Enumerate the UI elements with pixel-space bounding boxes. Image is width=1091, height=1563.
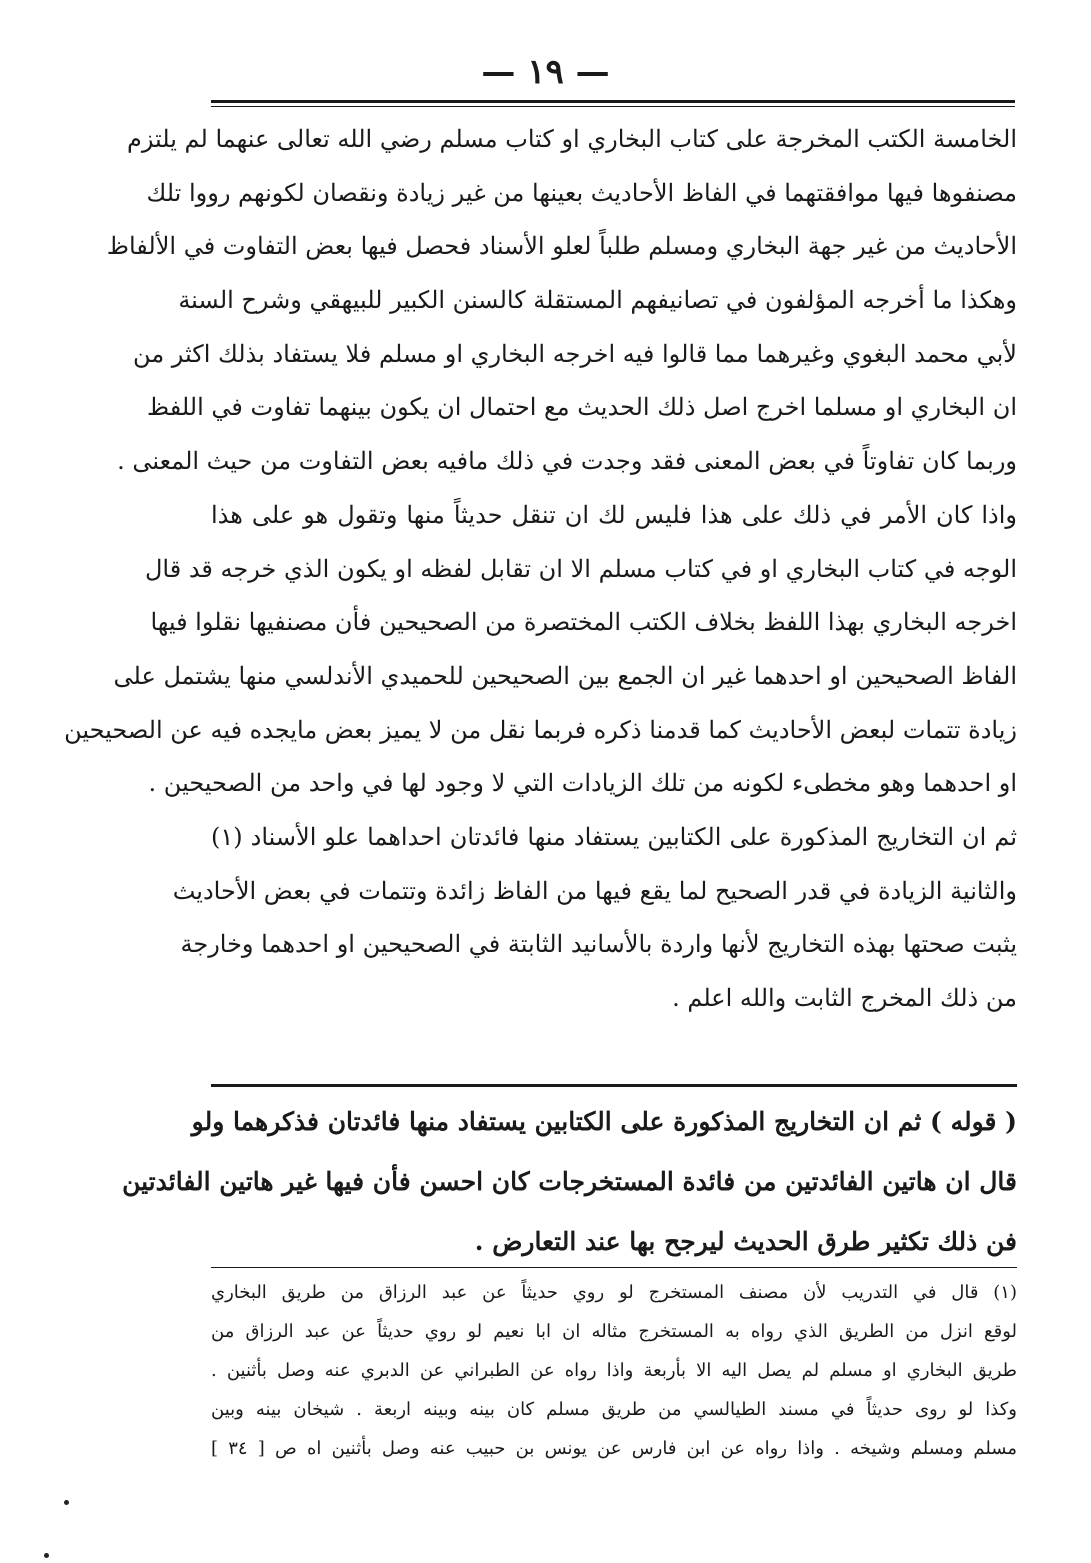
body-line: لأبي محمد البغوي وغيرهما مما قالوا فيه اخرجه البخاري او مسلم فلا يستفاد بذلك اكثر من [133, 339, 1017, 368]
body-line: مصنفوها فيها موافقتهما في الفاظ الأحاديث بعينها من غير زيادة ونقصان لكونهم رووا تلك [146, 178, 1017, 207]
body-line: وربما كان تفاوتاً في بعض المعنى فقد وجدت في ذلك مافيه بعض التفاوت من حيث المعنى . [117, 447, 1017, 476]
body-line: اخرجه البخاري بهذا اللفظ بخلاف الكتب المختصرة من الصحيحين فأن مصنفيها نقلوا فيها [150, 608, 1017, 637]
body-line: وهكذا ما أخرجه المؤلفون في تصانيفهم المستقلة كالسنن الكبير للبيهقي وشرح السنة [178, 286, 1017, 315]
header-rule-thin [211, 106, 1015, 107]
body-line: من ذلك المخرج الثابت والله اعلم . [672, 984, 1017, 1012]
footnote-line: (١) قال في التدريب لأن مصنف المستخرج لو روي حديثاً عن عبد الرزاق من طريق البخاري [211, 1282, 1017, 1303]
body-line: واذا كان الأمر في ذلك على هذا فليس لك ان تنقل حديثاً منها وتقول هو على هذا [211, 500, 1017, 529]
commentary-line: فن ذلك تكثير طرق الحديث ليرجح بها عند التعارض . [474, 1227, 1017, 1256]
scan-speck [64, 1500, 69, 1505]
header-rule [211, 100, 1015, 103]
footnote-line: لوقع انزل من الطريق الذي رواه به المستخرج مثاله ان ابا نعيم لو روي حديثاً عن عبد الرزاق من [211, 1321, 1017, 1342]
footnotes [211, 1273, 1017, 1468]
page-number: — ١٩ — [481, 52, 610, 92]
footnote-line: طريق البخاري او مسلم لم يصل اليه الا بأربعة واذا رواه عن الطبراني عن الدبري عنه وصل بأثنين . [211, 1360, 1017, 1381]
footnote-line: مسلم ومسلم وشيخه . واذا رواه عن ابن فارس عن يونس بن حبيب عنه وصل بأثنين اه ص [ ٣٤ ] [211, 1438, 1017, 1459]
main-text [64, 113, 1017, 1026]
commentary-line: قال ان هاتين الفائدتين من فائدة المستخرجات كان احسن فأن فيها غير هاتين الفائدتين [122, 1167, 1017, 1196]
section-divider [211, 1084, 1017, 1087]
body-line: زيادة تتمات لبعض الأحاديث كما قدمنا ذكره فربما نقل من لا يميز بعض مايجده فيه عن الصحيحين [64, 715, 1017, 744]
body-line: الخامسة الكتب المخرجة على كتاب البخاري او كتاب مسلم رضي الله تعالى عنهما لم يلتزم [126, 125, 1017, 153]
body-line: يثبت صحتها بهذه التخاريج لأنها واردة بالأسانيد الثابتة في الصحيحين او احدهما وخارجة [180, 930, 1017, 959]
body-line: الفاظ الصحيحين او احدهما غير ان الجمع بين الصحيحين للحميدي الأندلسي منها يشتمل على [113, 661, 1017, 690]
footnote-divider [211, 1267, 1017, 1268]
body-line: والثانية الزيادة في قدر الصحيح لما يقع فيها من الفاظ زائدة وتتمات في بعض الأحاديث [172, 876, 1017, 905]
body-line: الوجه في كتاب البخاري او في كتاب مسلم الا ان تقابل لفظه او يكون الذي خرجه قد قال [144, 554, 1017, 583]
body-line: ثم ان التخاريج المذكورة على الكتابين يستفاد منها فائدتان احداهما علو الأسناد (١) [211, 822, 1017, 851]
body-line: او احدهما وهو مخطىء لكونه من تلك الزيادات التي لا وجود لها في واحد من الصحيحين . [148, 769, 1017, 798]
scan-speck [44, 1553, 49, 1558]
commentary-line: ( قوله ) ثم ان التخاريج المذكورة على الكتابين يستفاد منها فائدتان فذكرهما ولو [191, 1107, 1017, 1136]
body-line: ان البخاري او مسلما اخرج اصل ذلك الحديث مع احتمال ان يكون بينهما تفاوت في اللفظ [146, 393, 1017, 422]
body-line: الأحاديث من غير جهة البخاري ومسلم طلباً لعلو الأسناد فحصل فيها بعض التفاوت في الألفاظ [106, 232, 1017, 261]
commentary-text [122, 1092, 1017, 1272]
footnote-line: وكذا لو روى حديثاً في مسند الطيالسي من طريق مسلم كان بينه وبينه اربعة . شيخان بينه وبين [211, 1399, 1017, 1420]
